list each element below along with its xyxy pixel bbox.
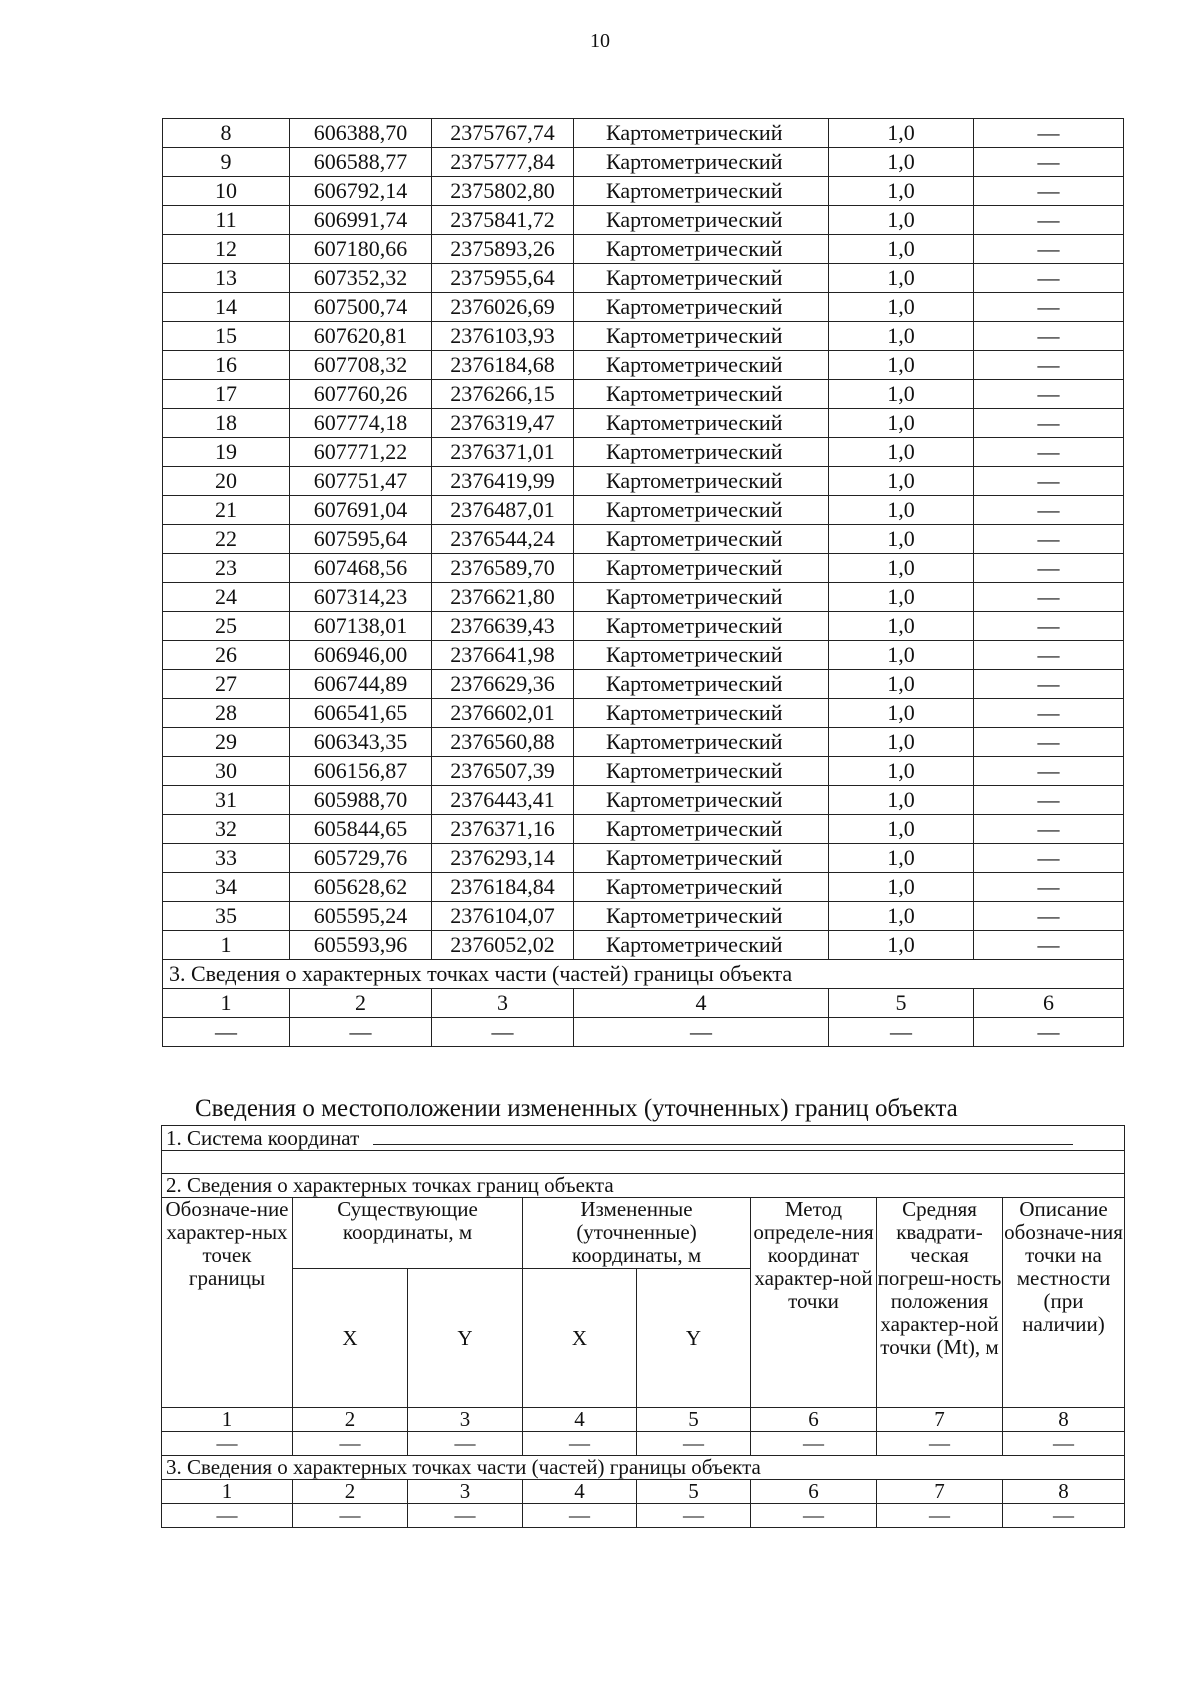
- description: —: [974, 641, 1124, 670]
- point-number: 25: [163, 612, 290, 641]
- method: Картометрический: [574, 786, 829, 815]
- column-number: 5: [829, 989, 974, 1018]
- column-number: 1: [162, 1408, 293, 1432]
- header-description: Описание обозначе-ния точки на местности (при наличии): [1003, 1198, 1125, 1408]
- coord-x: 605593,96: [290, 931, 432, 960]
- description: —: [974, 902, 1124, 931]
- coord-x: 607760,26: [290, 380, 432, 409]
- parts-title: 3. Сведения о характерных точках части (частей) границы объекта: [162, 1456, 1125, 1480]
- coord-x: 605844,65: [290, 815, 432, 844]
- empty-cell: —: [637, 1504, 751, 1528]
- description: —: [974, 467, 1124, 496]
- coord-y: 2376487,01: [432, 496, 574, 525]
- mse-value: 1,0: [829, 641, 974, 670]
- table-row: [163, 641, 1124, 670]
- description: —: [974, 322, 1124, 351]
- description: —: [974, 583, 1124, 612]
- method: Картометрический: [574, 438, 829, 467]
- point-number: 30: [163, 757, 290, 786]
- table-row: [163, 409, 1124, 438]
- column-number: 3: [408, 1408, 523, 1432]
- description: —: [974, 119, 1124, 148]
- empty-cell: —: [574, 1018, 829, 1047]
- method: Картометрический: [574, 293, 829, 322]
- column-number: 2: [290, 989, 432, 1018]
- method: Картометрический: [574, 931, 829, 960]
- coord-x: 607771,22: [290, 438, 432, 467]
- method: Картометрический: [574, 351, 829, 380]
- mse-value: 1,0: [829, 670, 974, 699]
- coord-x: 607352,32: [290, 264, 432, 293]
- description: —: [974, 496, 1124, 525]
- method: Картометрический: [574, 583, 829, 612]
- description: —: [974, 177, 1124, 206]
- description: —: [974, 844, 1124, 873]
- description: —: [974, 728, 1124, 757]
- point-number: 12: [163, 235, 290, 264]
- point-number: 23: [163, 554, 290, 583]
- header-y-changed: Y: [637, 1269, 751, 1408]
- table-row: [163, 148, 1124, 177]
- description: —: [974, 380, 1124, 409]
- coord-x: 606156,87: [290, 757, 432, 786]
- method: Картометрический: [574, 902, 829, 931]
- coord-y: 2376103,93: [432, 322, 574, 351]
- header-x-changed: X: [523, 1269, 637, 1408]
- table-row: [163, 786, 1124, 815]
- section3-title-row: [163, 960, 1124, 989]
- point-number: 21: [163, 496, 290, 525]
- parts-empty-row: [162, 1504, 1125, 1528]
- table-row: [163, 583, 1124, 612]
- table-row: [163, 496, 1124, 525]
- mse-value: 1,0: [829, 438, 974, 467]
- column-numbers-row: [162, 1408, 1125, 1432]
- section3-column-numbers-row: [163, 989, 1124, 1018]
- table-row: [163, 351, 1124, 380]
- empty-cell: —: [523, 1504, 637, 1528]
- description: —: [974, 293, 1124, 322]
- coord-x: 607500,74: [290, 293, 432, 322]
- table-row: [163, 728, 1124, 757]
- coord-x: 607138,01: [290, 612, 432, 641]
- coord-x: 606588,77: [290, 148, 432, 177]
- table-row: [163, 873, 1124, 902]
- description: —: [974, 931, 1124, 960]
- point-number: 19: [163, 438, 290, 467]
- mse-value: 1,0: [829, 496, 974, 525]
- section-title: Сведения о местоположении измененных (уточненных) границ объекта: [195, 1095, 958, 1122]
- empty-cell: —: [523, 1432, 637, 1456]
- blank-row: [162, 1151, 1125, 1174]
- mse-value: 1,0: [829, 612, 974, 641]
- header-row-1: [162, 1198, 1125, 1269]
- coord-x: 607468,56: [290, 554, 432, 583]
- table-row: [163, 931, 1124, 960]
- coord-y: 2376639,43: [432, 612, 574, 641]
- point-number: 18: [163, 409, 290, 438]
- table-row: [163, 844, 1124, 873]
- table-row: [163, 293, 1124, 322]
- empty-cell: —: [829, 1018, 974, 1047]
- mse-value: 1,0: [829, 525, 974, 554]
- coord-x: 607691,04: [290, 496, 432, 525]
- coord-y: 2375955,64: [432, 264, 574, 293]
- mse-value: 1,0: [829, 786, 974, 815]
- point-number: 8: [163, 119, 290, 148]
- method: Картометрический: [574, 844, 829, 873]
- coord-x: 607774,18: [290, 409, 432, 438]
- coord-x: 605988,70: [290, 786, 432, 815]
- method: Картометрический: [574, 525, 829, 554]
- table-row: [163, 554, 1124, 583]
- mse-value: 1,0: [829, 554, 974, 583]
- mse-value: 1,0: [829, 815, 974, 844]
- mse-value: 1,0: [829, 264, 974, 293]
- coord-y: 2376641,98: [432, 641, 574, 670]
- coord-y: 2376629,36: [432, 670, 574, 699]
- coord-y: 2376589,70: [432, 554, 574, 583]
- empty-cell: —: [974, 1018, 1124, 1047]
- coord-x: 606792,14: [290, 177, 432, 206]
- mse-value: 1,0: [829, 119, 974, 148]
- coord-x: 607708,32: [290, 351, 432, 380]
- coord-x: 607314,23: [290, 583, 432, 612]
- empty-row: [162, 1432, 1125, 1456]
- blank-cell: [162, 1151, 1125, 1174]
- coord-y: 2376319,47: [432, 409, 574, 438]
- coord-y: 2375893,26: [432, 235, 574, 264]
- method: Картометрический: [574, 728, 829, 757]
- description: —: [974, 525, 1124, 554]
- mse-value: 1,0: [829, 293, 974, 322]
- point-number: 13: [163, 264, 290, 293]
- description: —: [974, 670, 1124, 699]
- method: Картометрический: [574, 119, 829, 148]
- description: —: [974, 351, 1124, 380]
- point-number: 17: [163, 380, 290, 409]
- table-row: [163, 235, 1124, 264]
- coord-x: 607180,66: [290, 235, 432, 264]
- description: —: [974, 815, 1124, 844]
- header-y-existing: Y: [408, 1269, 523, 1408]
- method: Картометрический: [574, 554, 829, 583]
- point-number: 35: [163, 902, 290, 931]
- empty-cell: —: [637, 1432, 751, 1456]
- mse-value: 1,0: [829, 844, 974, 873]
- point-number: 11: [163, 206, 290, 235]
- point-number: 24: [163, 583, 290, 612]
- empty-cell: —: [293, 1432, 408, 1456]
- point-number: 10: [163, 177, 290, 206]
- coord-y: 2376621,80: [432, 583, 574, 612]
- method: Картометрический: [574, 235, 829, 264]
- column-number: 6: [751, 1408, 877, 1432]
- empty-cell: —: [290, 1018, 432, 1047]
- points-title: 2. Сведения о характерных точках границ объекта: [162, 1174, 1125, 1198]
- coord-x: 606991,74: [290, 206, 432, 235]
- table-row: [163, 612, 1124, 641]
- column-number: 8: [1003, 1480, 1125, 1504]
- method: Картометрический: [574, 148, 829, 177]
- changed-boundaries-table: [161, 1125, 1125, 1528]
- column-number: 4: [523, 1480, 637, 1504]
- column-number: 7: [877, 1480, 1003, 1504]
- page-number: 10: [590, 30, 610, 52]
- description: —: [974, 206, 1124, 235]
- description: —: [974, 148, 1124, 177]
- mse-value: 1,0: [829, 206, 974, 235]
- coord-y: 2376507,39: [432, 757, 574, 786]
- point-number: 16: [163, 351, 290, 380]
- coord-y: 2376026,69: [432, 293, 574, 322]
- coord-x: 607620,81: [290, 322, 432, 351]
- mse-value: 1,0: [829, 757, 974, 786]
- coord-y: 2376266,15: [432, 380, 574, 409]
- coord-x: 605628,62: [290, 873, 432, 902]
- column-number: 2: [293, 1408, 408, 1432]
- header-designation: Обозначе-ние характер-ных точек границы: [162, 1198, 293, 1408]
- coord-x: 606744,89: [290, 670, 432, 699]
- empty-cell: —: [162, 1504, 293, 1528]
- coord-x: 606946,00: [290, 641, 432, 670]
- table-row: [163, 438, 1124, 467]
- coord-y: 2376602,01: [432, 699, 574, 728]
- header-x-existing: X: [293, 1269, 408, 1408]
- description: —: [974, 438, 1124, 467]
- empty-cell: —: [751, 1504, 877, 1528]
- table-row: [163, 525, 1124, 554]
- column-number: 1: [162, 1480, 293, 1504]
- point-number: 22: [163, 525, 290, 554]
- coord-y: 2375777,84: [432, 148, 574, 177]
- coord-system-blank: [373, 1126, 1073, 1145]
- empty-cell: —: [293, 1504, 408, 1528]
- point-number: 26: [163, 641, 290, 670]
- mse-value: 1,0: [829, 380, 974, 409]
- table-row: [163, 322, 1124, 351]
- point-number: 20: [163, 467, 290, 496]
- header-mse: Средняя квадрати-ческая погреш-ность положения характер-ной точки (Mt), м: [877, 1198, 1003, 1408]
- description: —: [974, 554, 1124, 583]
- method: Картометрический: [574, 206, 829, 235]
- parts-column-numbers-row: [162, 1480, 1125, 1504]
- mse-value: 1,0: [829, 902, 974, 931]
- table-row: [163, 670, 1124, 699]
- point-number: 32: [163, 815, 290, 844]
- header-existing-coords: Существующие координаты, м: [293, 1198, 523, 1269]
- parts-title-row: [162, 1456, 1125, 1480]
- coord-y: 2376293,14: [432, 844, 574, 873]
- method: Картометрический: [574, 670, 829, 699]
- coord-x: 605729,76: [290, 844, 432, 873]
- column-number: 3: [432, 989, 574, 1018]
- mse-value: 1,0: [829, 409, 974, 438]
- method: Картометрический: [574, 322, 829, 351]
- description: —: [974, 264, 1124, 293]
- empty-cell: —: [162, 1432, 293, 1456]
- table-row: [163, 902, 1124, 931]
- method: Картометрический: [574, 815, 829, 844]
- column-number: 1: [163, 989, 290, 1018]
- coord-x: 607595,64: [290, 525, 432, 554]
- description: —: [974, 873, 1124, 902]
- method: Картометрический: [574, 380, 829, 409]
- coord-y: 2375767,74: [432, 119, 574, 148]
- method: Картометрический: [574, 264, 829, 293]
- empty-cell: —: [408, 1432, 523, 1456]
- method: Картометрический: [574, 641, 829, 670]
- description: —: [974, 699, 1124, 728]
- table-row: [163, 206, 1124, 235]
- mse-value: 1,0: [829, 728, 974, 757]
- table-row: [163, 177, 1124, 206]
- method: Картометрический: [574, 467, 829, 496]
- coord-y: 2376184,68: [432, 351, 574, 380]
- column-number: 5: [637, 1480, 751, 1504]
- empty-cell: —: [432, 1018, 574, 1047]
- empty-cell: —: [408, 1504, 523, 1528]
- mse-value: 1,0: [829, 148, 974, 177]
- coord-x: 606541,65: [290, 699, 432, 728]
- column-number: 3: [408, 1480, 523, 1504]
- mse-value: 1,0: [829, 177, 974, 206]
- column-number: 4: [523, 1408, 637, 1432]
- empty-cell: —: [877, 1504, 1003, 1528]
- coord-x: 606388,70: [290, 119, 432, 148]
- coord-x: 606343,35: [290, 728, 432, 757]
- point-number: 9: [163, 148, 290, 177]
- column-number: 6: [751, 1480, 877, 1504]
- column-number: 7: [877, 1408, 1003, 1432]
- coord-y: 2376184,84: [432, 873, 574, 902]
- coord-y: 2376419,99: [432, 467, 574, 496]
- mse-value: 1,0: [829, 699, 974, 728]
- mse-value: 1,0: [829, 322, 974, 351]
- coord-x: 605595,24: [290, 902, 432, 931]
- boundary-points-table: [162, 118, 1124, 1047]
- mse-value: 1,0: [829, 931, 974, 960]
- section3-empty-row: [163, 1018, 1124, 1047]
- coord-y: 2375841,72: [432, 206, 574, 235]
- description: —: [974, 757, 1124, 786]
- description: —: [974, 409, 1124, 438]
- coord-y: 2376544,24: [432, 525, 574, 554]
- point-number: 29: [163, 728, 290, 757]
- coord-y: 2376371,01: [432, 438, 574, 467]
- column-number: 6: [974, 989, 1124, 1018]
- column-number: 8: [1003, 1408, 1125, 1432]
- coord-x: 607751,47: [290, 467, 432, 496]
- method: Картометрический: [574, 177, 829, 206]
- coord-system-label: 1. Система координат: [166, 1126, 360, 1150]
- point-number: 33: [163, 844, 290, 873]
- table-row: [163, 699, 1124, 728]
- point-number: 14: [163, 293, 290, 322]
- point-number: 28: [163, 699, 290, 728]
- description: —: [974, 786, 1124, 815]
- table-row: [163, 264, 1124, 293]
- empty-cell: —: [163, 1018, 290, 1047]
- point-number: 15: [163, 322, 290, 351]
- coord-y: 2376104,07: [432, 902, 574, 931]
- column-number: 5: [637, 1408, 751, 1432]
- method: Картометрический: [574, 873, 829, 902]
- coord-system-cell: [162, 1126, 1125, 1151]
- coord-y: 2376443,41: [432, 786, 574, 815]
- mse-value: 1,0: [829, 351, 974, 380]
- points-title-row: [162, 1174, 1125, 1198]
- empty-cell: —: [877, 1432, 1003, 1456]
- method: Картометрический: [574, 409, 829, 438]
- section3-title: 3. Сведения о характерных точках части (частей) границы объекта: [163, 960, 1124, 989]
- table-row: [163, 119, 1124, 148]
- coord-y: 2375802,80: [432, 177, 574, 206]
- column-number: 2: [293, 1480, 408, 1504]
- empty-cell: —: [751, 1432, 877, 1456]
- point-number: 27: [163, 670, 290, 699]
- description: —: [974, 235, 1124, 264]
- mse-value: 1,0: [829, 235, 974, 264]
- table-row: [163, 467, 1124, 496]
- mse-value: 1,0: [829, 873, 974, 902]
- coord-y: 2376371,16: [432, 815, 574, 844]
- coord-y: 2376560,88: [432, 728, 574, 757]
- method: Картометрический: [574, 699, 829, 728]
- table-row: [163, 757, 1124, 786]
- mse-value: 1,0: [829, 583, 974, 612]
- description: —: [974, 612, 1124, 641]
- point-number: 31: [163, 786, 290, 815]
- table-row: [163, 815, 1124, 844]
- column-number: 4: [574, 989, 829, 1018]
- coord-system-row: [162, 1126, 1125, 1151]
- method: Картометрический: [574, 496, 829, 525]
- header-changed-coords: Измененные (уточненные) координаты, м: [523, 1198, 751, 1269]
- mse-value: 1,0: [829, 467, 974, 496]
- coord-y: 2376052,02: [432, 931, 574, 960]
- method: Картометрический: [574, 757, 829, 786]
- empty-cell: —: [1003, 1504, 1125, 1528]
- header-method: Метод определе-ния координат характер-ной точки: [751, 1198, 877, 1408]
- point-number: 1: [163, 931, 290, 960]
- table-row: [163, 380, 1124, 409]
- point-number: 34: [163, 873, 290, 902]
- empty-cell: —: [1003, 1432, 1125, 1456]
- method: Картометрический: [574, 612, 829, 641]
